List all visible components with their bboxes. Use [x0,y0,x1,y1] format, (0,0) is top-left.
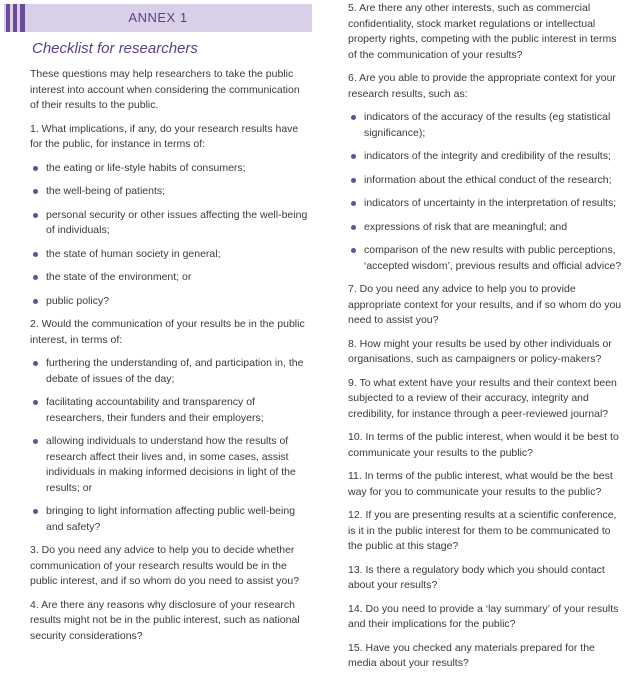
question-6-list [348,110,624,274]
question-10: 10. In terms of the public interest, when would it be best to communicate your results to the public? [348,431,619,459]
list-item: personal security or other issues affecting the well-being of individuals; [30,208,310,239]
question-2-list [30,356,310,535]
question-3: 3. Do you need any advice to help you to decide whether communication of your research results would be in the public interest, and if so whom do you need to assist you? [30,544,300,587]
list-item: facilitating accountability and transparency of researchers, their funders and their employers; [30,395,310,426]
question-9: 9. To what extent have your results and their context been subjected to a review of their accuracy, integrity and credibility, for instance through a peer-reviewed journal? [348,376,617,420]
list-item: indicators of the accuracy of the results (eg statistical significance); [348,110,624,141]
question-15: 15. Have you checked any materials prepared for the media about your results? [348,641,595,669]
list-item: indicators of uncertainty in the interpretation of results; [348,196,624,212]
question-12: 12. If you are presenting results at a scientific conference, is it in the public interest for them to be communicated to the public at this stage? [348,509,617,552]
list-item: expressions of risk that are meaningful; and [348,220,624,236]
page-heading: Checklist for researchers [32,40,198,57]
list-item: information about the ethical conduct of the research; [348,173,624,189]
question-11: 11. In terms of the public interest, what would be the best way for you to communicate your results to the public? [348,470,613,498]
list-item: the well-being of patients; [30,184,310,200]
intro-paragraph: These questions may help researchers to take the public interest into account when considering the communication of their results to the public. [30,68,300,111]
list-item: allowing individuals to understand how the results of research affect their lives and, in some cases, assist individuals in making informed decisions in light of the results; or [30,434,310,496]
question-13: 13. Is there a regulatory body which you should contact about your results? [348,563,605,591]
list-item: the eating or life-style habits of consumers; [30,161,310,177]
list-item-text: furthering the understanding of, and participation in, the debate of issues of the day; [46,357,304,385]
question-8: 8. How might your results be used by other individuals or organisations, such as campaigners or policy-makers? [348,337,612,365]
question-6: 6. Are you able to provide the appropriate context for your research results, such as: [348,72,616,100]
question-7: 7. Do you need any advice to help you to provide appropriate context for your results, and if so whom do you need to assist you? [348,283,622,326]
list-item: the state of human society in general; [30,247,310,263]
annex-banner [4,4,312,32]
list-item: comparison of the new results with public perceptions, ‘accepted wisdom’, previous results and official advice? [348,243,624,274]
right-column [348,1,624,680]
left-column [30,67,310,652]
question-2: 2. Would the communication of your results be in the public interest, in terms of: [30,318,305,346]
annex-title: ANNEX 1 [128,10,188,25]
question-14: 14. Do you need to provide a ‘lay summary’ of your results and their implications for the public? [348,602,619,630]
list-item: the state of the environment; or [30,270,310,286]
question-4: 4. Are there any reasons why disclosure of your research results might not be in the public interest, such as national security considerations? [30,598,300,642]
list-item: indicators of the integrity and credibility of the results; [348,149,624,165]
question-5: 5. Are there any other interests, such as commercial confidentiality, stock market regulations or intellectual property rights, competing with the public interest in terms of the communication of your results? [348,2,617,61]
question-1-list [30,161,310,310]
list-item: public policy? [30,294,310,310]
question-1: 1. What implications, if any, do your research results have for the public, for instance in terms of: [30,122,299,150]
list-item: bringing to light information affecting public well-being and safety? [30,504,310,535]
list-item[interactable] [30,356,310,387]
